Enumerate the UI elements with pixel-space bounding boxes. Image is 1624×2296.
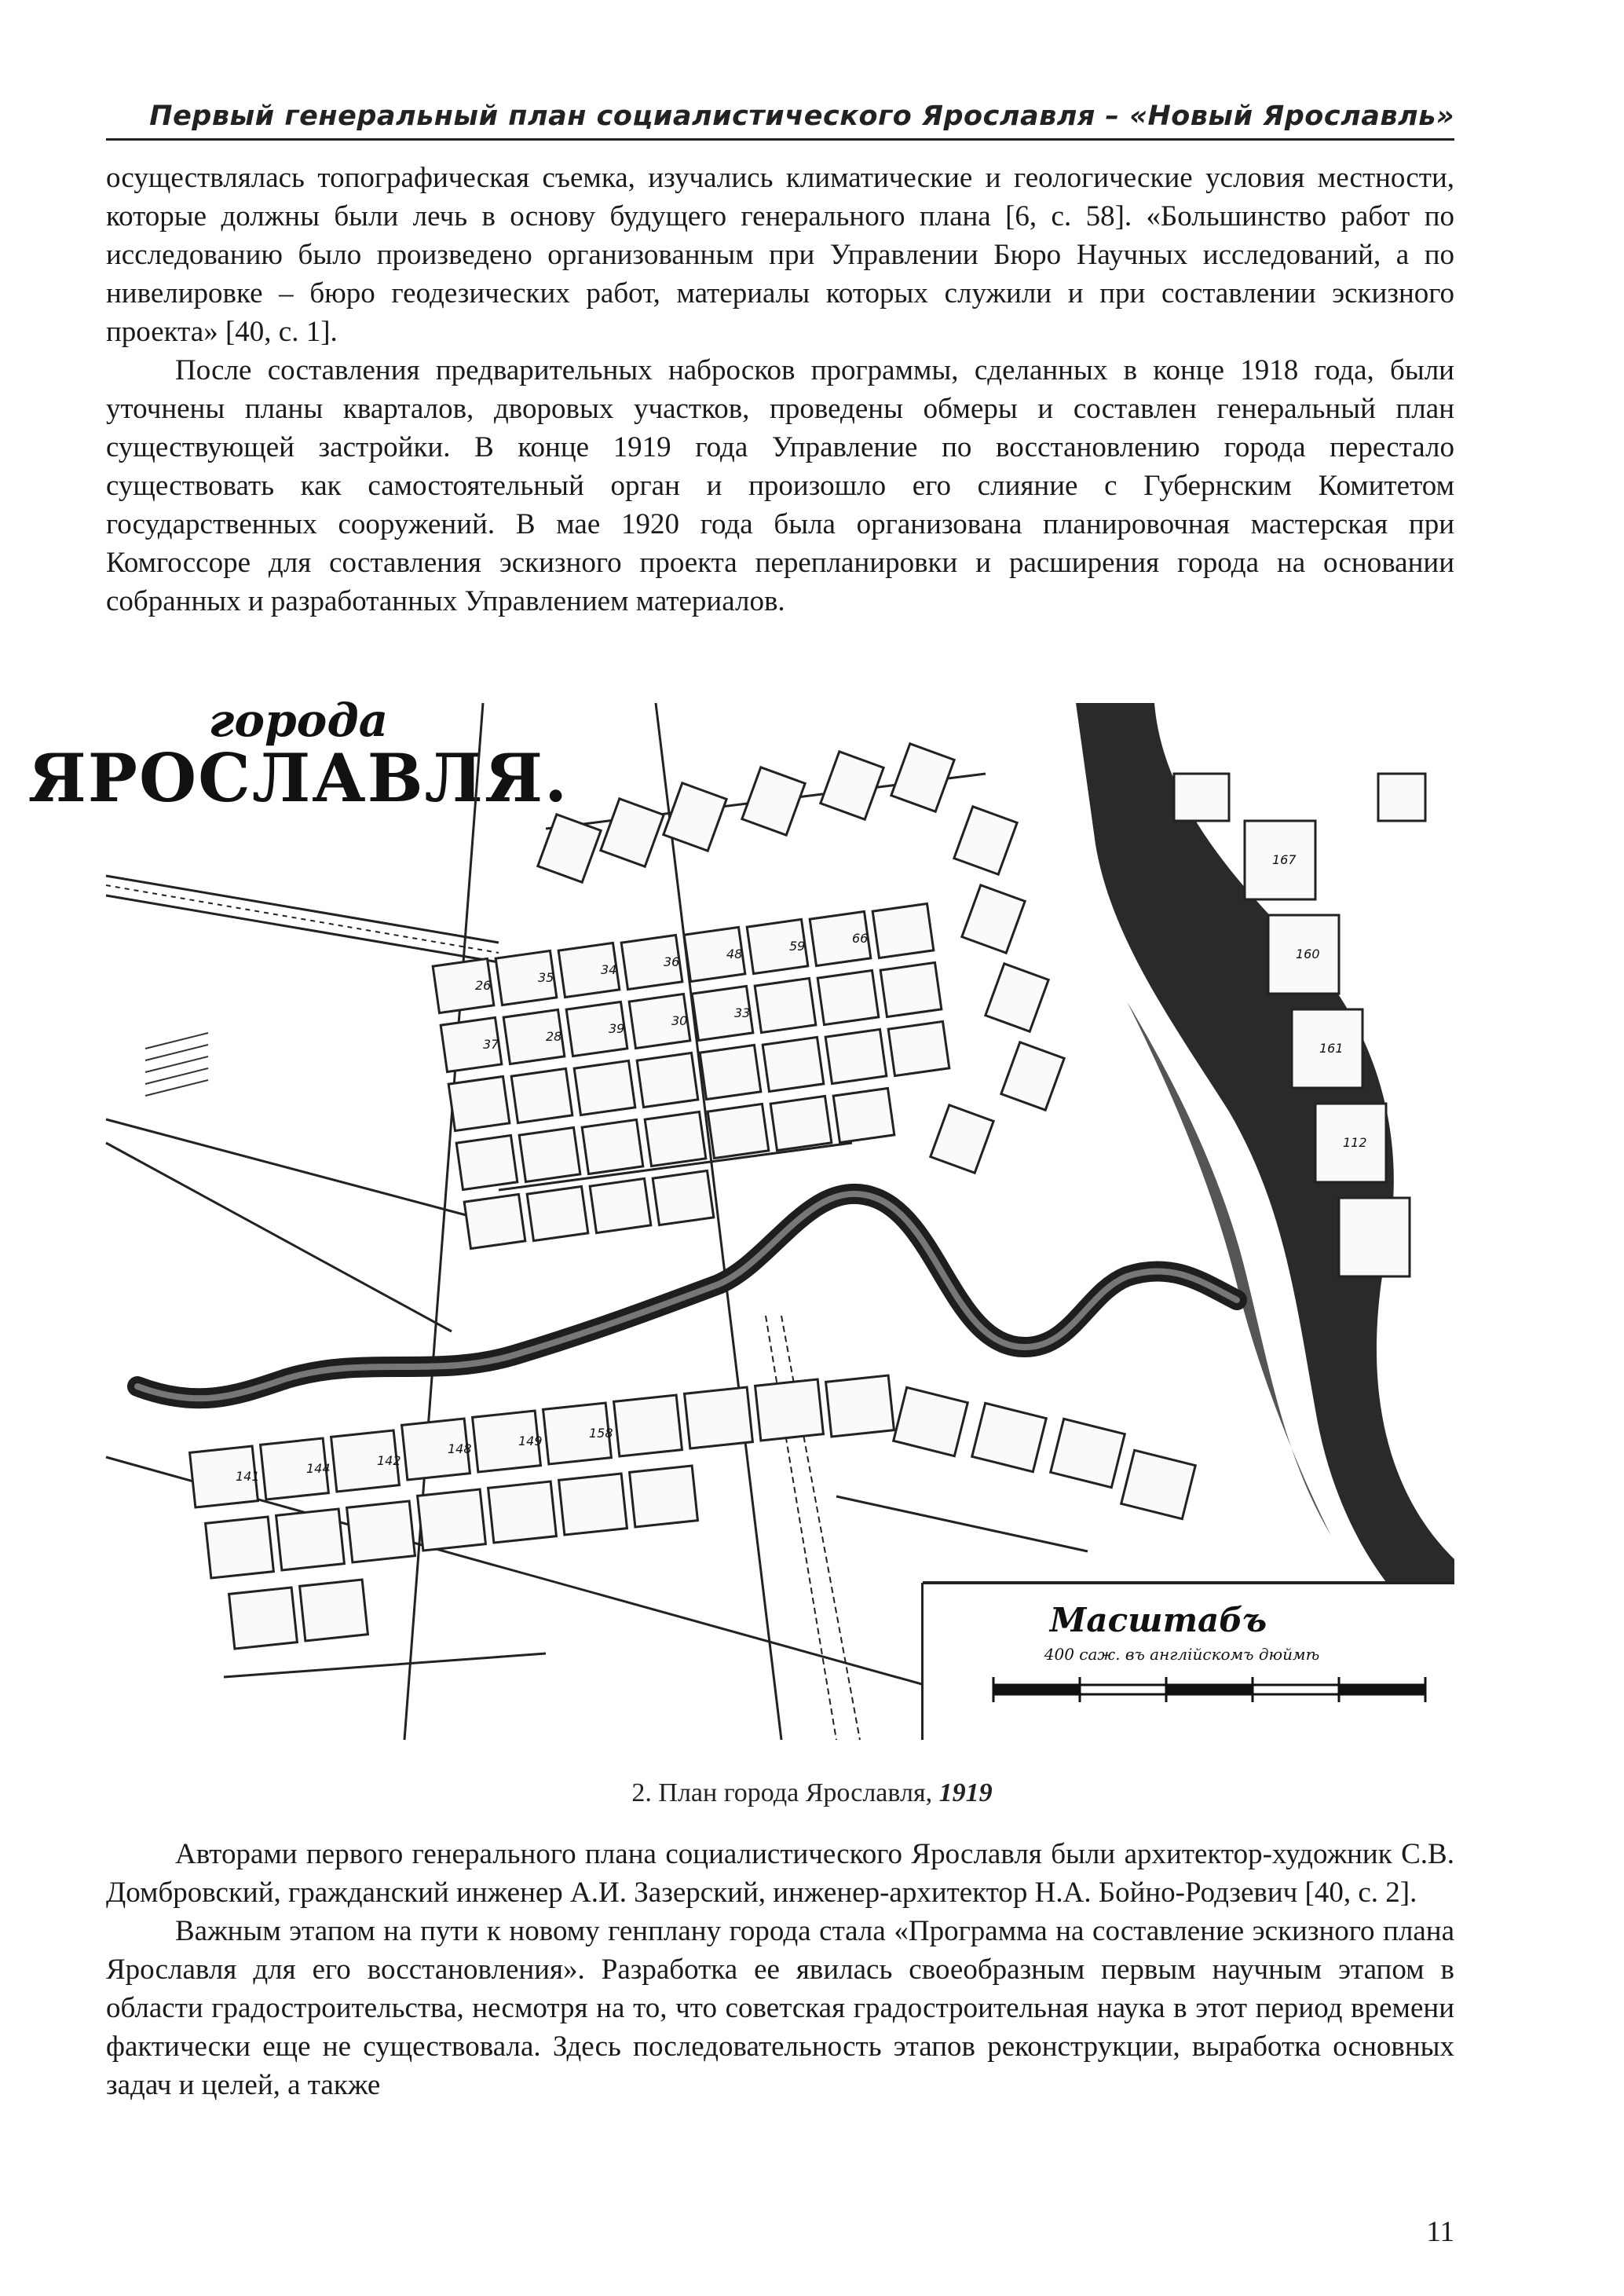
block-label: 59 xyxy=(789,939,806,954)
map-title-line2: ЯРОСЛАВЛЯ. xyxy=(27,739,569,817)
block-label: 167 xyxy=(1272,852,1297,867)
block-label: 28 xyxy=(546,1029,562,1044)
block-label: 48 xyxy=(726,947,743,961)
city-blocks-upper xyxy=(433,744,1064,1249)
scale-segment xyxy=(993,1685,1080,1694)
block-label: 66 xyxy=(852,931,869,946)
running-header: Первый генеральный план социалистического Ярославля – «Новый Ярославль» xyxy=(149,101,1454,132)
caption-text: 2. План города Ярославля, xyxy=(631,1778,939,1807)
block-label: 37 xyxy=(483,1037,499,1052)
map-title-line1: города xyxy=(208,694,389,747)
block-label: 160 xyxy=(1296,947,1320,961)
block-label: 26 xyxy=(475,978,492,993)
marsh-hatching xyxy=(145,1033,208,1096)
block-label: 161 xyxy=(1319,1041,1344,1056)
block-label: 39 xyxy=(609,1021,625,1036)
scale-segment xyxy=(1339,1685,1425,1694)
block-label: 34 xyxy=(601,962,617,977)
block-label: 33 xyxy=(734,1005,751,1020)
block-label: 158 xyxy=(589,1426,613,1441)
paragraph-3: Авторами первого генерального плана социалистического Ярославля были архитектор-художник С.В. Домбровский, гражданский инженер А.И. Зазерский, инженер-архитектор Н.А. Бойно-Родзевич [40, с. 2]. xyxy=(106,1838,1454,1909)
block-label: 142 xyxy=(377,1453,401,1468)
block-label: 112 xyxy=(1343,1135,1367,1150)
header-rule xyxy=(106,138,1454,141)
city-plan-figure xyxy=(27,694,1454,1740)
block-label: 141 xyxy=(236,1469,260,1484)
scale-segment xyxy=(1166,1685,1253,1694)
figure-caption xyxy=(0,1778,1624,1808)
paragraph-2: После составления предварительных набросков программы, сделанных в конце 1918 года, были уточнены планы кварталов, дворовых участков, проведены обмеры и составлен генеральный план существующей застройки. В конце 1919 года Управление по восстановлению города перестало существовать как самостоятельный орган и произошло его слияние с Губернским Комитетом государственных сооружений. В мае 1920 года была организована планировочная мастерская при Комгоссоре для составления эскизного проекта перепланировки и расширения города на основании собранных и разработанных Управлением материалов. xyxy=(106,354,1454,617)
block-label: 30 xyxy=(671,1013,688,1028)
page-number: 11 xyxy=(1426,2216,1454,2248)
block-label: 36 xyxy=(664,954,680,969)
caption-year: 1919 xyxy=(938,1778,993,1807)
block-label: 35 xyxy=(538,970,554,985)
bottom-text-block xyxy=(106,1835,1454,2104)
scale-box xyxy=(923,1583,1454,1740)
block-label: 148 xyxy=(448,1441,472,1456)
block-label: 149 xyxy=(518,1434,543,1448)
scale-subtitle: 400 саж. въ англійскомъ дюймѣ xyxy=(1044,1645,1320,1664)
block-label: 144 xyxy=(306,1461,331,1476)
top-text-block xyxy=(106,159,1454,621)
scale-title: Масштабъ xyxy=(1049,1601,1267,1639)
city-plan-map xyxy=(27,694,1454,1740)
paragraph-1: осуществлялась топографическая съемка, изучались климатические и геологические условия местности, которые должны были лечь в основу будущего генерального плана [6, с. 58]. «Большинство работ по исследованию было произведено организованным при Управлении Бюро Научных исследований, а по нивелировке – бюро геодезических работ, материалы которых служили и при составлении эскизного проекта» [40, с. 1]. xyxy=(106,162,1454,348)
paragraph-4: Важным этапом на пути к новому генплану города стала «Программа на составление эскизного плана Ярославля для его восстановления». Разработка ее явилась своеобразным первым научным этапом в области градостроительства, несмотря на то, что советская градостроительная наука в этот период времени фактически еще не существовала. Здесь последовательность этапов реконструкции, выработка основных задач и целей, а также xyxy=(106,1915,1454,2101)
